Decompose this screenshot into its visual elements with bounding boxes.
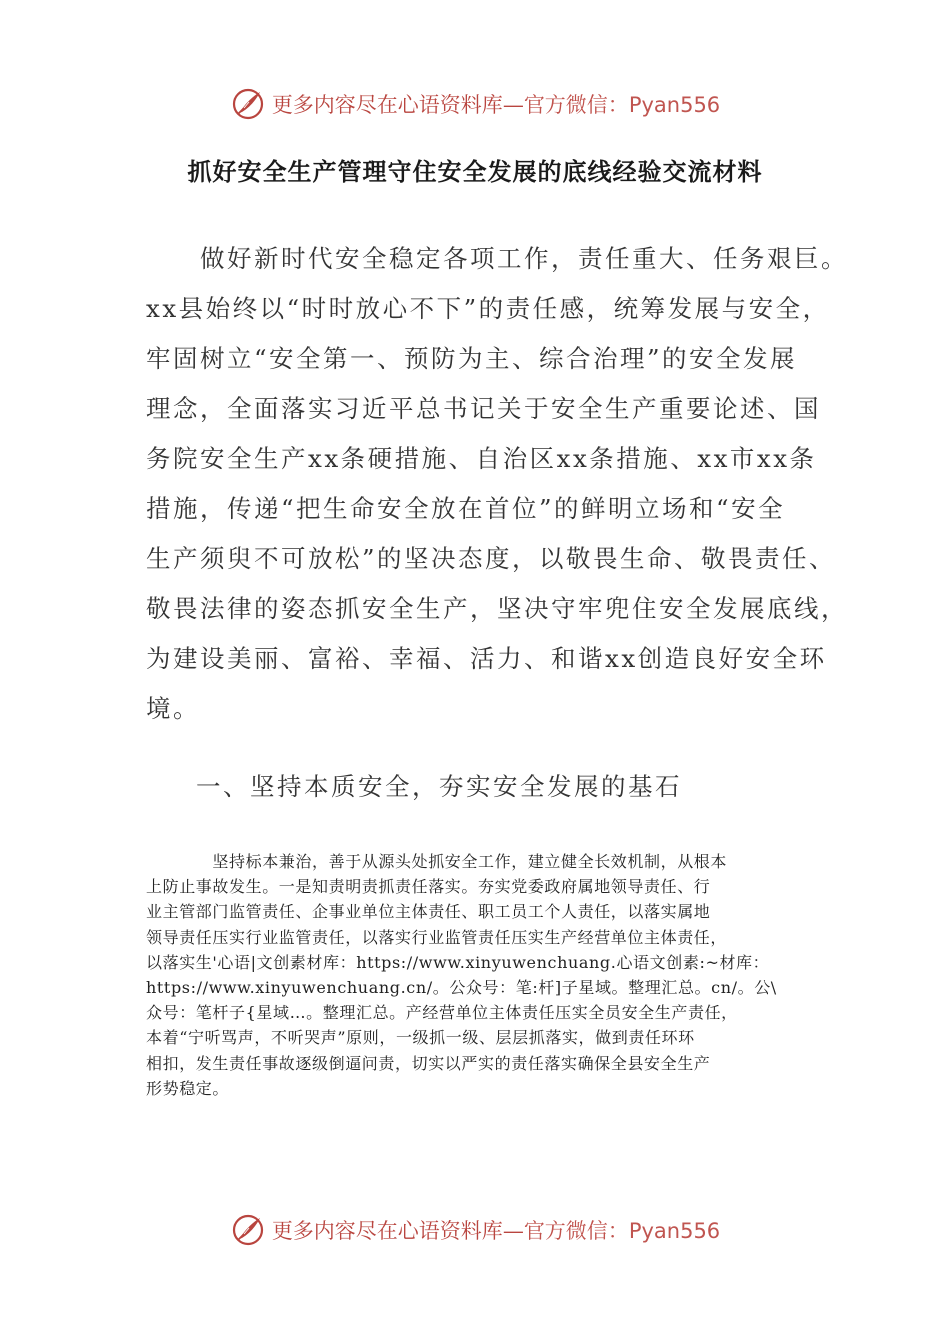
header-banner-main: 更多内容尽在心语资料库 [271, 93, 503, 117]
intro-line: 为建设美丽、富裕、幸福、活力、和谐xx创造良好安全环 [146, 644, 827, 673]
footer-banner-main: 更多内容尽在心语资料库 [271, 1219, 503, 1243]
section-1-heading: 一、坚持本质安全，夯实安全发展的基石 [196, 772, 682, 801]
intro-line: 措施，传递“把生命安全放在首位”的鲜明立场和“安全 [146, 494, 786, 523]
intro-line: 牢固树立“安全第一、预防为主、综合治理”的安全发展 [146, 344, 798, 373]
intro-line: 做好新时代安全稳定各项工作，责任重大、任务艰巨。 [146, 244, 848, 273]
intro-line: xx县始终以“时时放心不下”的责任感，统筹发展与安全， [146, 294, 830, 323]
header-banner-text [272, 89, 720, 119]
section-1-line: 形势稳定。 [146, 1078, 230, 1098]
header-banner-dash: — [502, 93, 524, 117]
section-1-line: 领导责任压实行业监管责任，以落实行业监管责任压实生产经营单位主体责任， [146, 927, 728, 947]
intro-line: 敬畏法律的姿态抓安全生产，坚决守牢兜住安全发展底线， [146, 594, 848, 623]
intro-line: 生产须臾不可放松”的坚决态度，以敬畏生命、敬畏责任、 [146, 544, 837, 573]
section-1-line: 上防止事故发生。一是知责明责抓责任落实。夯实党委政府属地领导责任、行 [146, 877, 711, 897]
section-1-line: 业主管部门监管责任、企事业单位主体责任、职工员工个人责任，以落实属地 [146, 902, 711, 922]
section-1-paragraph [146, 849, 806, 1101]
quill-logo-icon [230, 86, 266, 122]
section-1-line: 众号：笔杆子{星域…。整理汇总。产经营单位主体责任压实全员安全生产责任， [146, 1003, 738, 1023]
footer-banner-wechat-label: 官方微信： [523, 1219, 629, 1243]
intro-line: 务院安全生产xx条硬措施、自治区xx条措施、xx市xx条 [146, 444, 817, 473]
footer-banner-text [272, 1215, 720, 1245]
intro-paragraph [146, 234, 848, 734]
document-title: 抓好安全生产管理守住安全发展的底线经验交流材料 [187, 158, 763, 186]
intro-line: 理念，全面落实习近平总书记关于安全生产重要论述、国 [146, 394, 821, 423]
quill-logo-icon [230, 1212, 266, 1248]
header-banner-wechat-label: 官方微信： [523, 93, 629, 117]
section-1-line: 本着“宁听骂声，不听哭声”原则，一级抓一级、层层抓落实，做到责任环环 [146, 1028, 695, 1048]
intro-line: 境。 [146, 694, 200, 723]
section-1-line: 以落实生'心语|文创素材库：https://www.xinyuwenchuang.心语文创素:~材库： [146, 952, 770, 972]
footer-banner [0, 1210, 950, 1250]
section-1-line: https://www.xinyuwenchuang.cn/。公众号：笔:杆]子星域。整理汇总。cn/。公\ [146, 978, 777, 998]
section-1-line: 相扣，发生责任事故逐级倒逼问责，切实以严实的责任落实确保全县安全生产 [146, 1053, 711, 1073]
header-banner-wechat-id: Pyan556 [628, 93, 721, 117]
header-banner [0, 84, 950, 124]
section-1-line: 坚持标本兼治，善于从源头处抓安全工作，建立健全长效机制，从根本 [146, 852, 728, 871]
footer-banner-dash: — [502, 1219, 524, 1243]
footer-banner-wechat-id: Pyan556 [628, 1219, 721, 1243]
